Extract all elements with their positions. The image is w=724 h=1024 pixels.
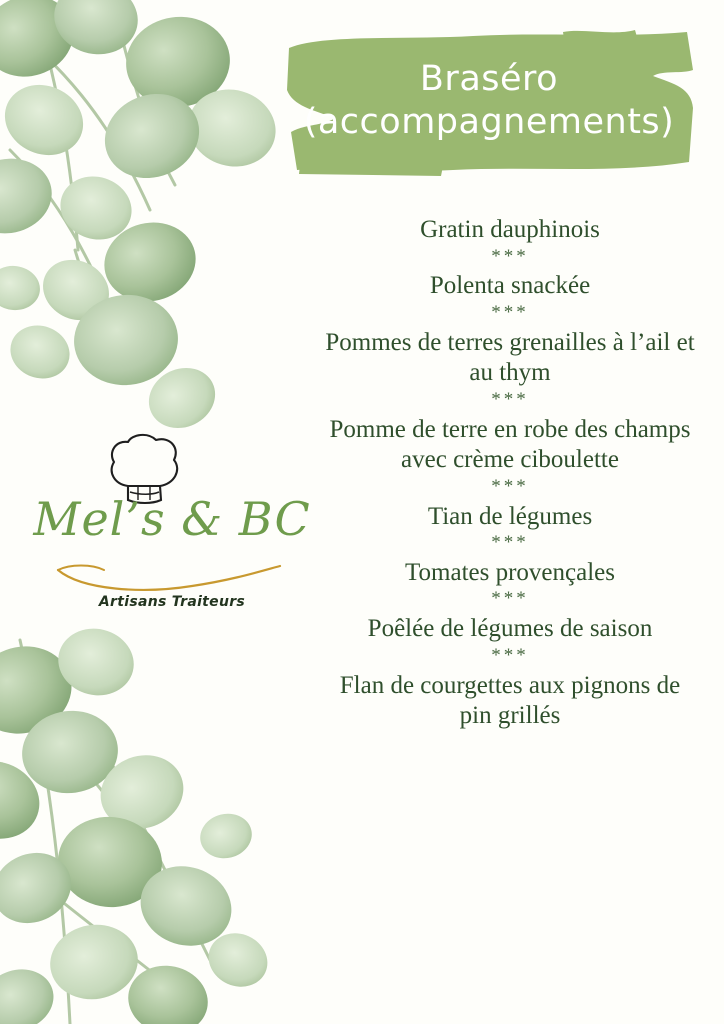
menu-separator: *** (491, 245, 529, 267)
menu-separator: *** (491, 588, 529, 610)
header-banner (283, 26, 695, 176)
menu-item: Poêlée de légumes de saison (367, 615, 653, 643)
menu-item: Tomates provençales (405, 558, 615, 586)
menu-separator: *** (491, 532, 529, 554)
menu-item: Pomme de terre en robe des champs avec crème ciboulette (329, 415, 691, 474)
menu-item: Polenta snackée (429, 272, 591, 300)
menu-item: Tian de légumes (427, 502, 593, 530)
banner-title-line-2: (accompagnements) (303, 102, 675, 142)
brand-logo (22, 432, 322, 632)
menu-separator: *** (491, 475, 529, 497)
menu-item: Flan de courgettes aux pignons de pin grillés (339, 671, 681, 730)
brand-tagline: Artisans Traiteurs (98, 594, 246, 610)
menu-list (320, 215, 700, 732)
menu-item: Pommes de terres grenailles à l’ail et au thym (325, 328, 695, 387)
banner-title-line-1: Braséro (419, 59, 559, 100)
menu-separator: *** (491, 644, 529, 666)
brand-swash-icon (52, 562, 292, 596)
menu-separator: *** (491, 388, 529, 410)
brand-name: Mel’s & BC (33, 492, 311, 546)
banner-title-block (283, 26, 695, 176)
menu-separator: *** (491, 301, 529, 323)
menu-item: Gratin dauphinois (420, 216, 600, 243)
